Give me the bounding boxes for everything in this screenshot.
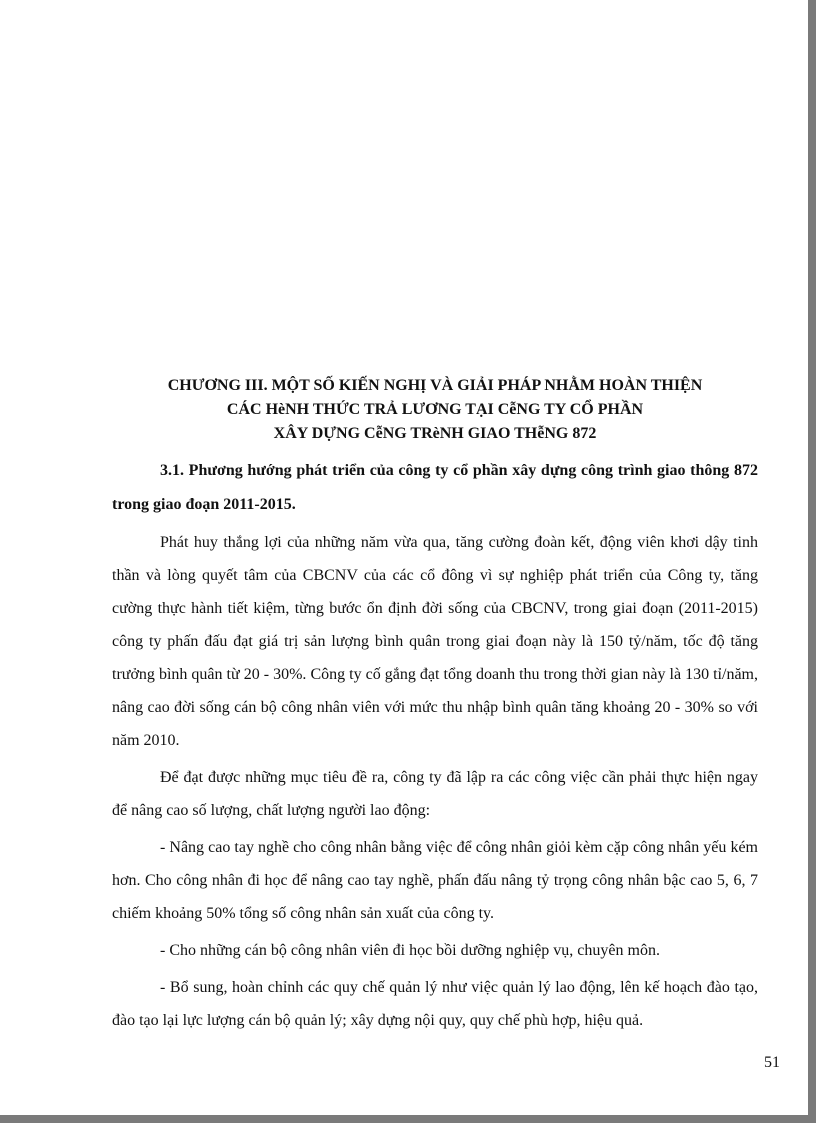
list-item-staff-training: - Cho những cán bộ công nhân viên đi học bồi dưỡng nghiệp vụ, chuyên môn. [160, 942, 660, 959]
paragraph-tasks-intro: Để đạt được những mục tiêu đề ra, công ty đã lập ra các công việc cần phải thực hiện ngay để nâng cao số lượng, chất lượng người lao động: [112, 769, 758, 819]
chapter-title-line-1: CHƯƠNG III. MỘT SỐ KIẾN NGHỊ VÀ GIẢI PHÁP NHẰM HOÀN THIỆN [167, 377, 703, 394]
chapter-title-line-2: CÁC HèNH THỨC TRẢ LƯƠNG TẠI CễNG TY CỔ PHẦN [226, 401, 644, 418]
document-body [112, 374, 758, 1037]
chapter-title-line-3: XÂY DỰNG CễNG TRèNH GIAO THễNG 872 [273, 425, 597, 442]
paragraph-goals: Phát huy thắng lợi của những năm vừa qua, tăng cường đoàn kết, động viên khơi dậy tinh thần và lòng quyết tâm của CBCNV của các cổ đông vì sự nghiệp phát triển của Công ty, tăng cường thực hành tiết kiệm, từng bước ổn định đời sống của CBCNV, trong giai đoạn (2011-2015) công ty phấn đấu đạt giá trị sản lượng bình quân trong giai đoạn này là 150 tỷ/năm, tốc độ tăng trưởng bình quân từ 20 - 30%. Công ty cố gắng đạt tổng doanh thu trong thời gian này là 130 tỉ/năm, nâng cao đời sống cán bộ công nhân viên với mức thu nhập bình quân tăng khoảng 20 - 30% so với năm 2010. [112, 534, 758, 749]
page-number: 51 [764, 1054, 780, 1071]
list-item-skill-training: - Nâng cao tay nghề cho công nhân bằng việc để công nhân giỏi kèm cặp công nhân yếu kém hơn. Cho công nhân đi học để nâng cao tay nghề, phấn đấu nâng tỷ trọng công nhân bậc cao 5, 6, 7 chiếm khoảng 50% tổng số công nhân sản xuất của công ty. [112, 839, 758, 922]
list-item-regulations: - Bổ sung, hoàn chỉnh các quy chế quản lý như việc quản lý lao động, lên kế hoạch đào tạo, đào tạo lại lực lượng cán bộ quản lý; xây dựng nội quy, quy chế phù hợp, hiệu quả. [112, 979, 758, 1029]
section-heading: 3.1. Phương hướng phát triển của công ty cổ phần xây dựng công trình giao thông 872 trong giao đoạn 2011-2015. [112, 462, 758, 513]
chapter-title [112, 374, 758, 446]
